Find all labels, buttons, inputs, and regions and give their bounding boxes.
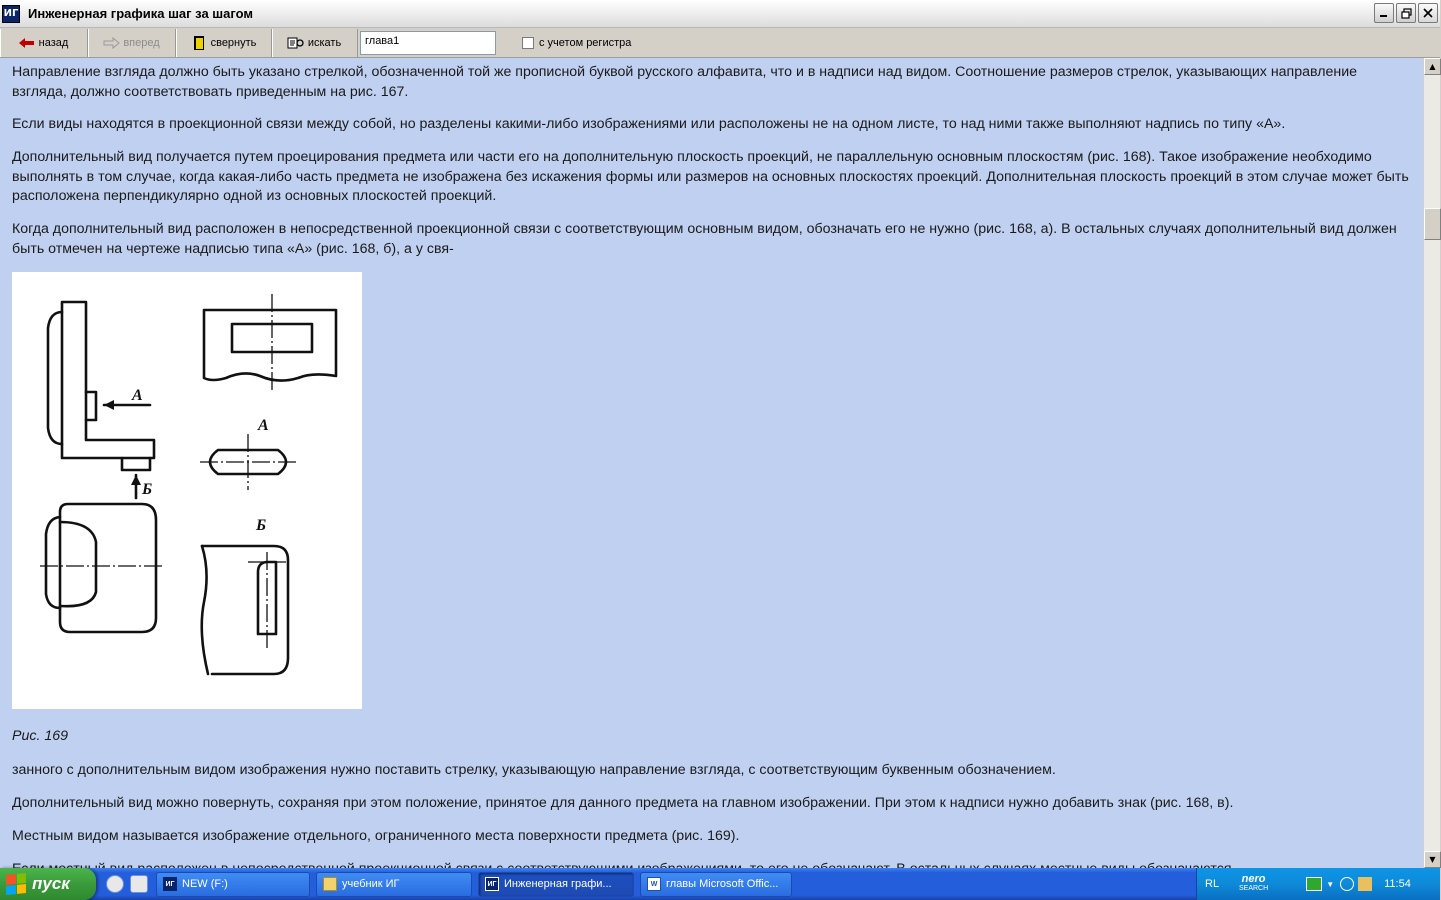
door-icon [192, 37, 206, 49]
paragraph: занного с дополнительным видом изображения нужно поставить стрелку, указывающую направление взгляда, с соответствующим буквенным обозначением. [12, 762, 1056, 778]
start-button[interactable] [0, 868, 96, 900]
search-button[interactable] [272, 29, 358, 57]
arrow-left-icon [20, 37, 34, 49]
word-icon: W [647, 877, 661, 891]
minimize-icon[interactable] [1374, 3, 1394, 23]
back-button[interactable] [0, 29, 88, 57]
figure-label: А [258, 417, 269, 434]
browser-icon[interactable] [130, 875, 148, 893]
taskbar-item[interactable]: ИГ NEW (F:) [156, 872, 310, 897]
paragraph: Когда дополнительный вид расположен в непосредственной проекционной связи с соответствующим основным видом, обозначать его не нужно (рис. 168, а). В остальных случаях дополнительный вид должен быть отмечен на чертеже надписью типа «А» (рис. 168, б), а у свя- [12, 221, 1397, 257]
technical-drawing [12, 272, 362, 709]
media-player-icon[interactable] [106, 875, 124, 893]
figure-label: Б [256, 517, 267, 534]
nero-search-icon[interactable]: nero SEARCH [1239, 873, 1269, 892]
window-title: Инженерная графика шаг за шагом [28, 6, 253, 21]
vertical-scrollbar[interactable] [1423, 58, 1440, 868]
paragraph: Дополнительный вид получается путем проецирования предмета или части его на дополнительную плоскость проекций, не параллельную основным плоскостям (рис. 168). Такое изображение необходимо выполнять в том случае, когда какая-либо часть предмета не изображена без искажения формы или размеров на основных плоскостях проекций. Дополнительная плоскость проекций в этом случае может быть расположена перпендикулярно одной из основных плоскостей проекций. [12, 149, 1409, 204]
start-label: пуск [32, 874, 70, 893]
case-sensitive-label: с учетом регистра [539, 36, 632, 49]
app-icon: ИГ [2, 5, 20, 23]
forward-button[interactable] [88, 29, 176, 57]
windows-logo-icon [6, 873, 26, 895]
back-label: назад [38, 36, 69, 49]
taskbar-item[interactable]: W главы Microsoft Offic... [640, 872, 792, 897]
title-bar [0, 0, 1440, 28]
tray-arrow-icon[interactable] [1306, 877, 1322, 891]
figure-caption: Рис. 169 [12, 728, 69, 744]
arrow-right-icon [104, 37, 118, 49]
scroll-up-icon[interactable]: ▲ [1424, 58, 1441, 75]
taskbar [0, 868, 1440, 900]
clock: 11:54 [1384, 878, 1411, 890]
paragraph: Если виды находятся в проекционной связи между собой, но разделены какими-либо изображениями или расположены не на одном листе, то над ними также выполняют надпись по типу «А». [12, 116, 1286, 132]
paragraph: Местным видом называется изображение отдельного, ограниченного места поверхности предмета (рис. 169). [12, 828, 740, 844]
collapse-button[interactable] [176, 29, 272, 57]
taskbar-item[interactable]: учебник ИГ [316, 872, 472, 897]
document-content [0, 58, 1423, 868]
tray-dropdown-icon[interactable]: ▼ [1326, 879, 1335, 889]
search-label: искать [307, 36, 342, 49]
figure-label: Б [142, 481, 153, 498]
scroll-down-icon[interactable]: ▼ [1424, 851, 1441, 868]
toolbar [0, 28, 1440, 58]
figure-169 [12, 272, 362, 709]
search-icon [289, 37, 303, 49]
window-controls [1374, 3, 1438, 23]
search-input[interactable]: глава1 [360, 31, 496, 55]
paragraph: Направление взгляда должно быть указано стрелкой, обозначенной той же прописной буквой русского алфавита, что и в надписи над видом. Соотношение размеров стрелок, указывающих направление взгляда, должно соответствовать приведенным на рис. 167. [12, 64, 1358, 100]
folder-icon [323, 877, 337, 891]
scroll-thumb[interactable] [1424, 208, 1441, 240]
taskbar-item-active[interactable]: ИГ Инженерная графи... [478, 872, 634, 897]
figure-label: А [132, 387, 143, 404]
case-sensitive-option[interactable] [522, 37, 631, 49]
restore-icon[interactable] [1396, 3, 1416, 23]
tray-back-icon[interactable] [1340, 877, 1354, 891]
collapse-label: свернуть [210, 36, 257, 49]
quick-launch [106, 875, 148, 893]
app-icon: ИГ [485, 877, 499, 891]
tray-printer-icon[interactable] [1358, 877, 1372, 891]
language-indicator[interactable]: RL [1205, 878, 1220, 890]
system-tray [1196, 868, 1440, 900]
paragraph: Дополнительный вид можно повернуть, сохраняя при этом положение, принятое для данного предмета на главном изображении. При этом к надписи нужно добавить знак (рис. 168, в). [12, 795, 1234, 811]
drive-icon: ИГ [163, 877, 177, 891]
case-sensitive-checkbox[interactable] [522, 37, 534, 49]
close-icon[interactable] [1418, 3, 1438, 23]
forward-label: вперед [123, 36, 160, 49]
